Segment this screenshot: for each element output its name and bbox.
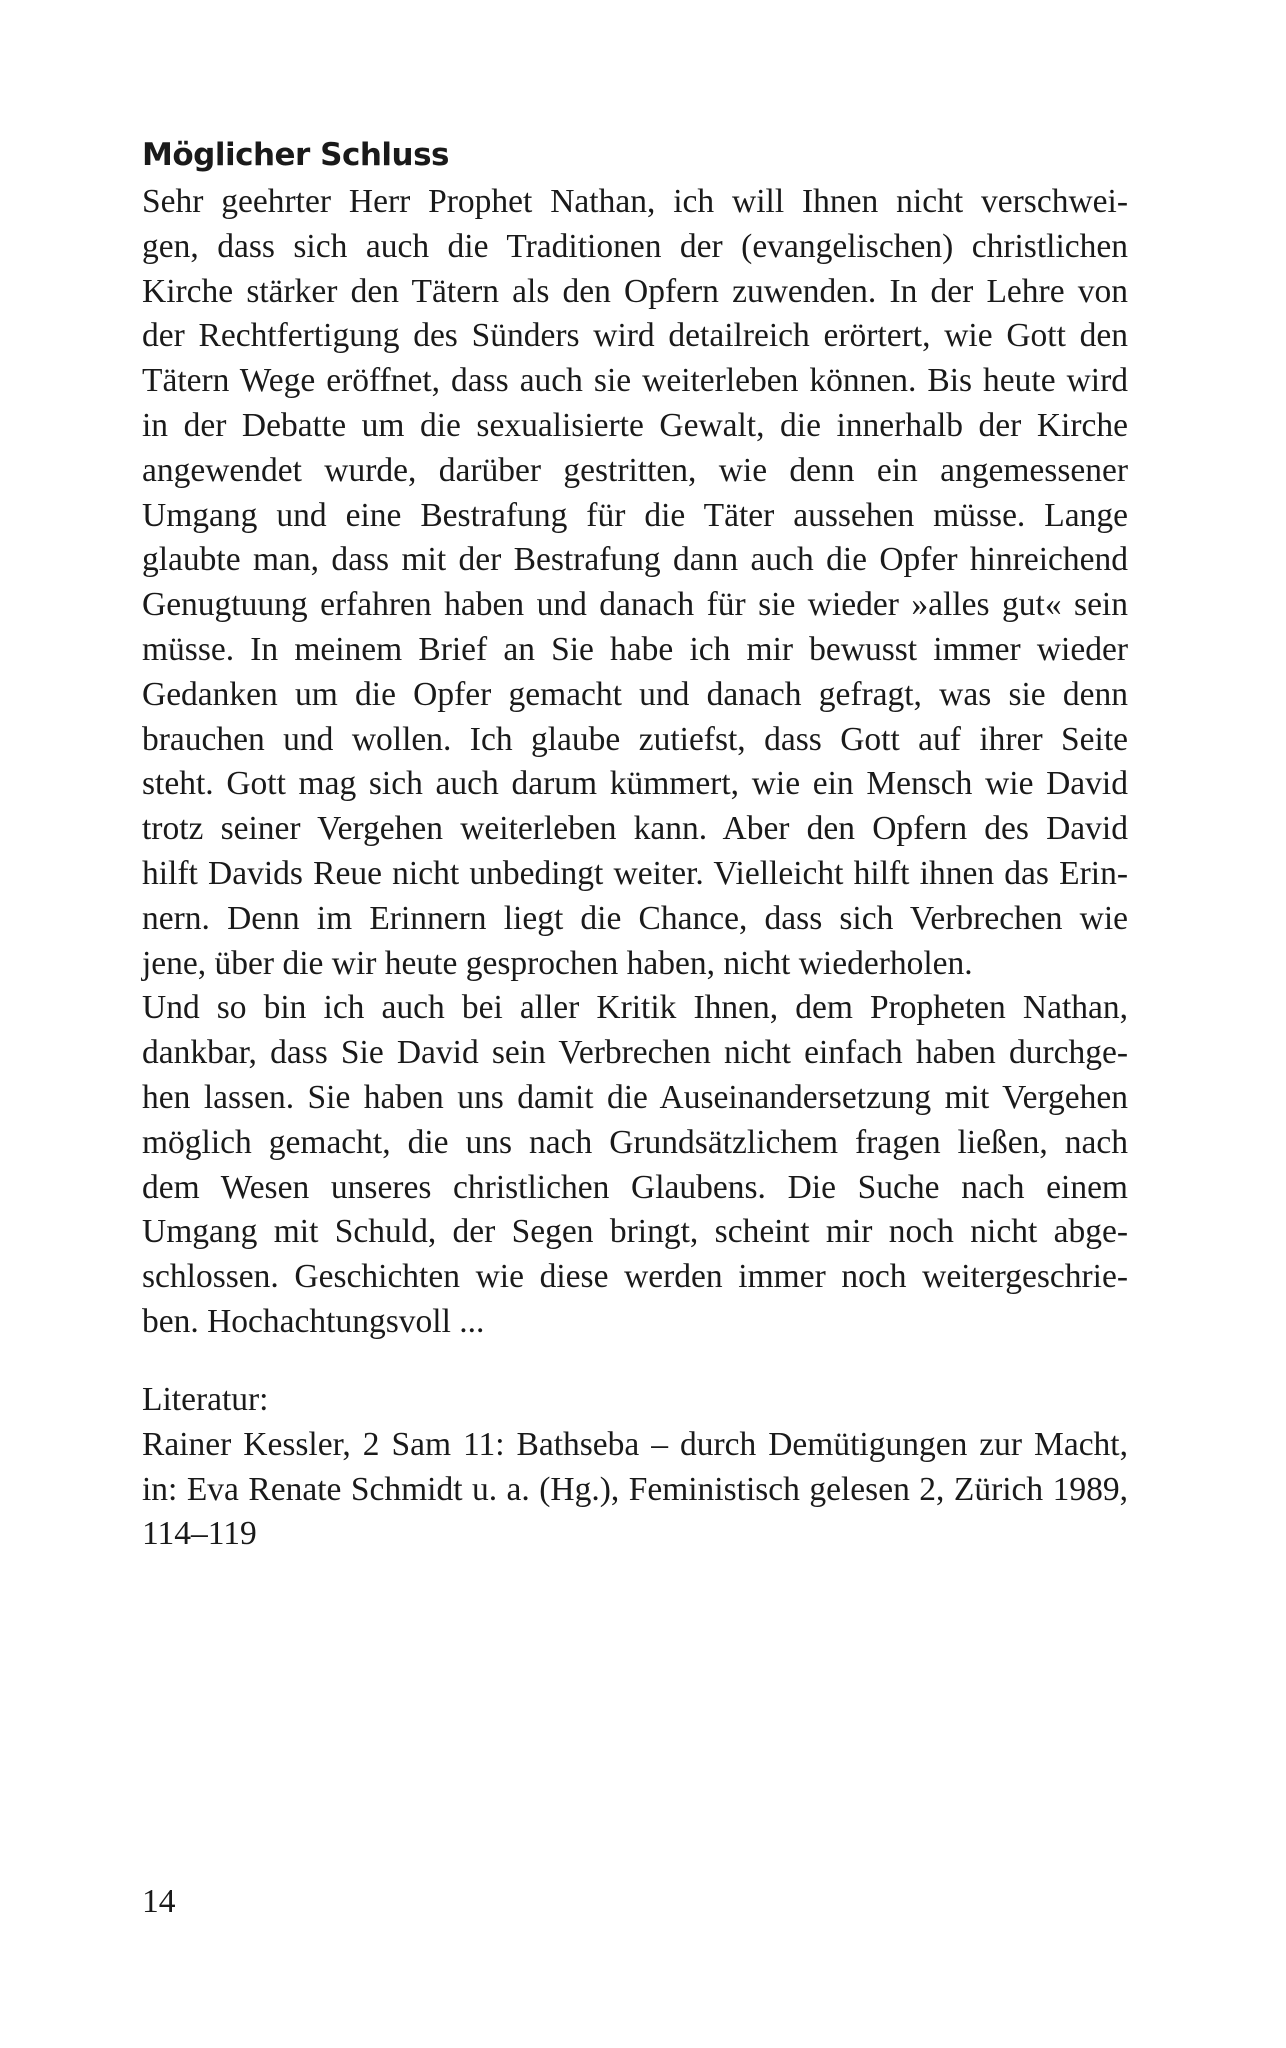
text-line: müsse. In meinem Brief an Sie habe ich mir bewusst immer wieder <box>142 630 1128 668</box>
book-page <box>142 0 1128 2048</box>
text-line: hen lassen. Sie haben uns damit die Auseinandersetzung mit Vergehen <box>142 1078 1128 1116</box>
literature-line: 114–119 <box>142 1515 257 1553</box>
text-line: glaubte man, dass mit der Bestrafung dann auch die Opfer hinreichend <box>142 541 1128 579</box>
text-line: ben. Hochachtungsvoll ... <box>142 1302 485 1340</box>
text-line: trotz seiner Vergehen weiterleben kann. Aber den Opfern des David <box>142 810 1128 848</box>
text-line: der Rechtfertigung des Sünders wird detailreich erörtert, wie Gott den <box>142 317 1128 355</box>
literature-line: Rainer Kessler, 2 Sam 11: Bathseba – durch Demütigungen zur Macht, <box>142 1425 1128 1463</box>
paragraph-2 <box>142 986 1128 1344</box>
text-line: Umgang und eine Bestrafung für die Täter aussehen müsse. Lange <box>142 496 1128 534</box>
text-line: hilft Davids Reue nicht unbedingt weiter. Vielleicht hilft ihnen das Erin- <box>142 854 1128 892</box>
text-line: brauchen und wollen. Ich glaube zutiefst, dass Gott auf ihrer Seite <box>142 720 1128 758</box>
text-line: Und so bin ich auch bei aller Kritik Ihnen, dem Propheten Nathan, <box>142 989 1128 1027</box>
literature-section <box>142 1378 1128 1557</box>
text-line: nern. Denn im Erinnern liegt die Chance, dass sich Verbrechen wie <box>142 899 1128 937</box>
text-line: Sehr geehrter Herr Prophet Nathan, ich will Ihnen nicht verschwei- <box>142 183 1128 220</box>
text-line: Tätern Wege eröffnet, dass auch sie weiterleben können. Bis heute wird <box>142 362 1128 400</box>
text-line: Kirche stärker den Tätern als den Opfern zuwenden. In der Lehre von <box>142 272 1128 310</box>
paragraph-1 <box>142 180 1128 986</box>
body-text <box>142 180 1128 1345</box>
text-line: in der Debatte um die sexualisierte Gewalt, die innerhalb der Kirche <box>142 406 1128 444</box>
text-line: gen, dass sich auch die Traditionen der (evangelischen) christlichen <box>142 227 1128 265</box>
text-line: dem Wesen unseres christlichen Glaubens. Die Suche nach einem <box>142 1168 1128 1206</box>
section-heading: Möglicher Schluss <box>142 137 450 173</box>
text-line: steht. Gott mag sich auch darum kümmert, wie ein Mensch wie David <box>142 765 1128 803</box>
text-line: Umgang mit Schuld, der Segen bringt, scheint mir noch nicht abge- <box>142 1213 1128 1251</box>
text-line: angewendet wurde, darüber gestritten, wie denn ein angemessener <box>142 451 1128 489</box>
literature-line: in: Eva Renate Schmidt u. a. (Hg.), Feministisch gelesen 2, Zürich 1989, <box>142 1470 1128 1508</box>
page-number: 14 <box>142 1883 176 1920</box>
text-line: dankbar, dass Sie David sein Verbrechen nicht einfach haben durchge- <box>142 1034 1128 1072</box>
text-line: möglich gemacht, die uns nach Grundsätzlichem fragen ließen, nach <box>142 1123 1128 1161</box>
text-line: Gedanken um die Opfer gemacht und danach gefragt, was sie denn <box>142 675 1128 713</box>
text-line: Genugtuung erfahren haben und danach für sie wieder »alles gut« sein <box>142 586 1128 624</box>
literature-label: Literatur: <box>142 1381 269 1418</box>
text-line: jene, über die wir heute gesprochen haben, nicht wiederholen. <box>142 944 973 982</box>
text-line: schlossen. Geschichten wie diese werden immer noch weitergeschrie- <box>142 1258 1128 1296</box>
